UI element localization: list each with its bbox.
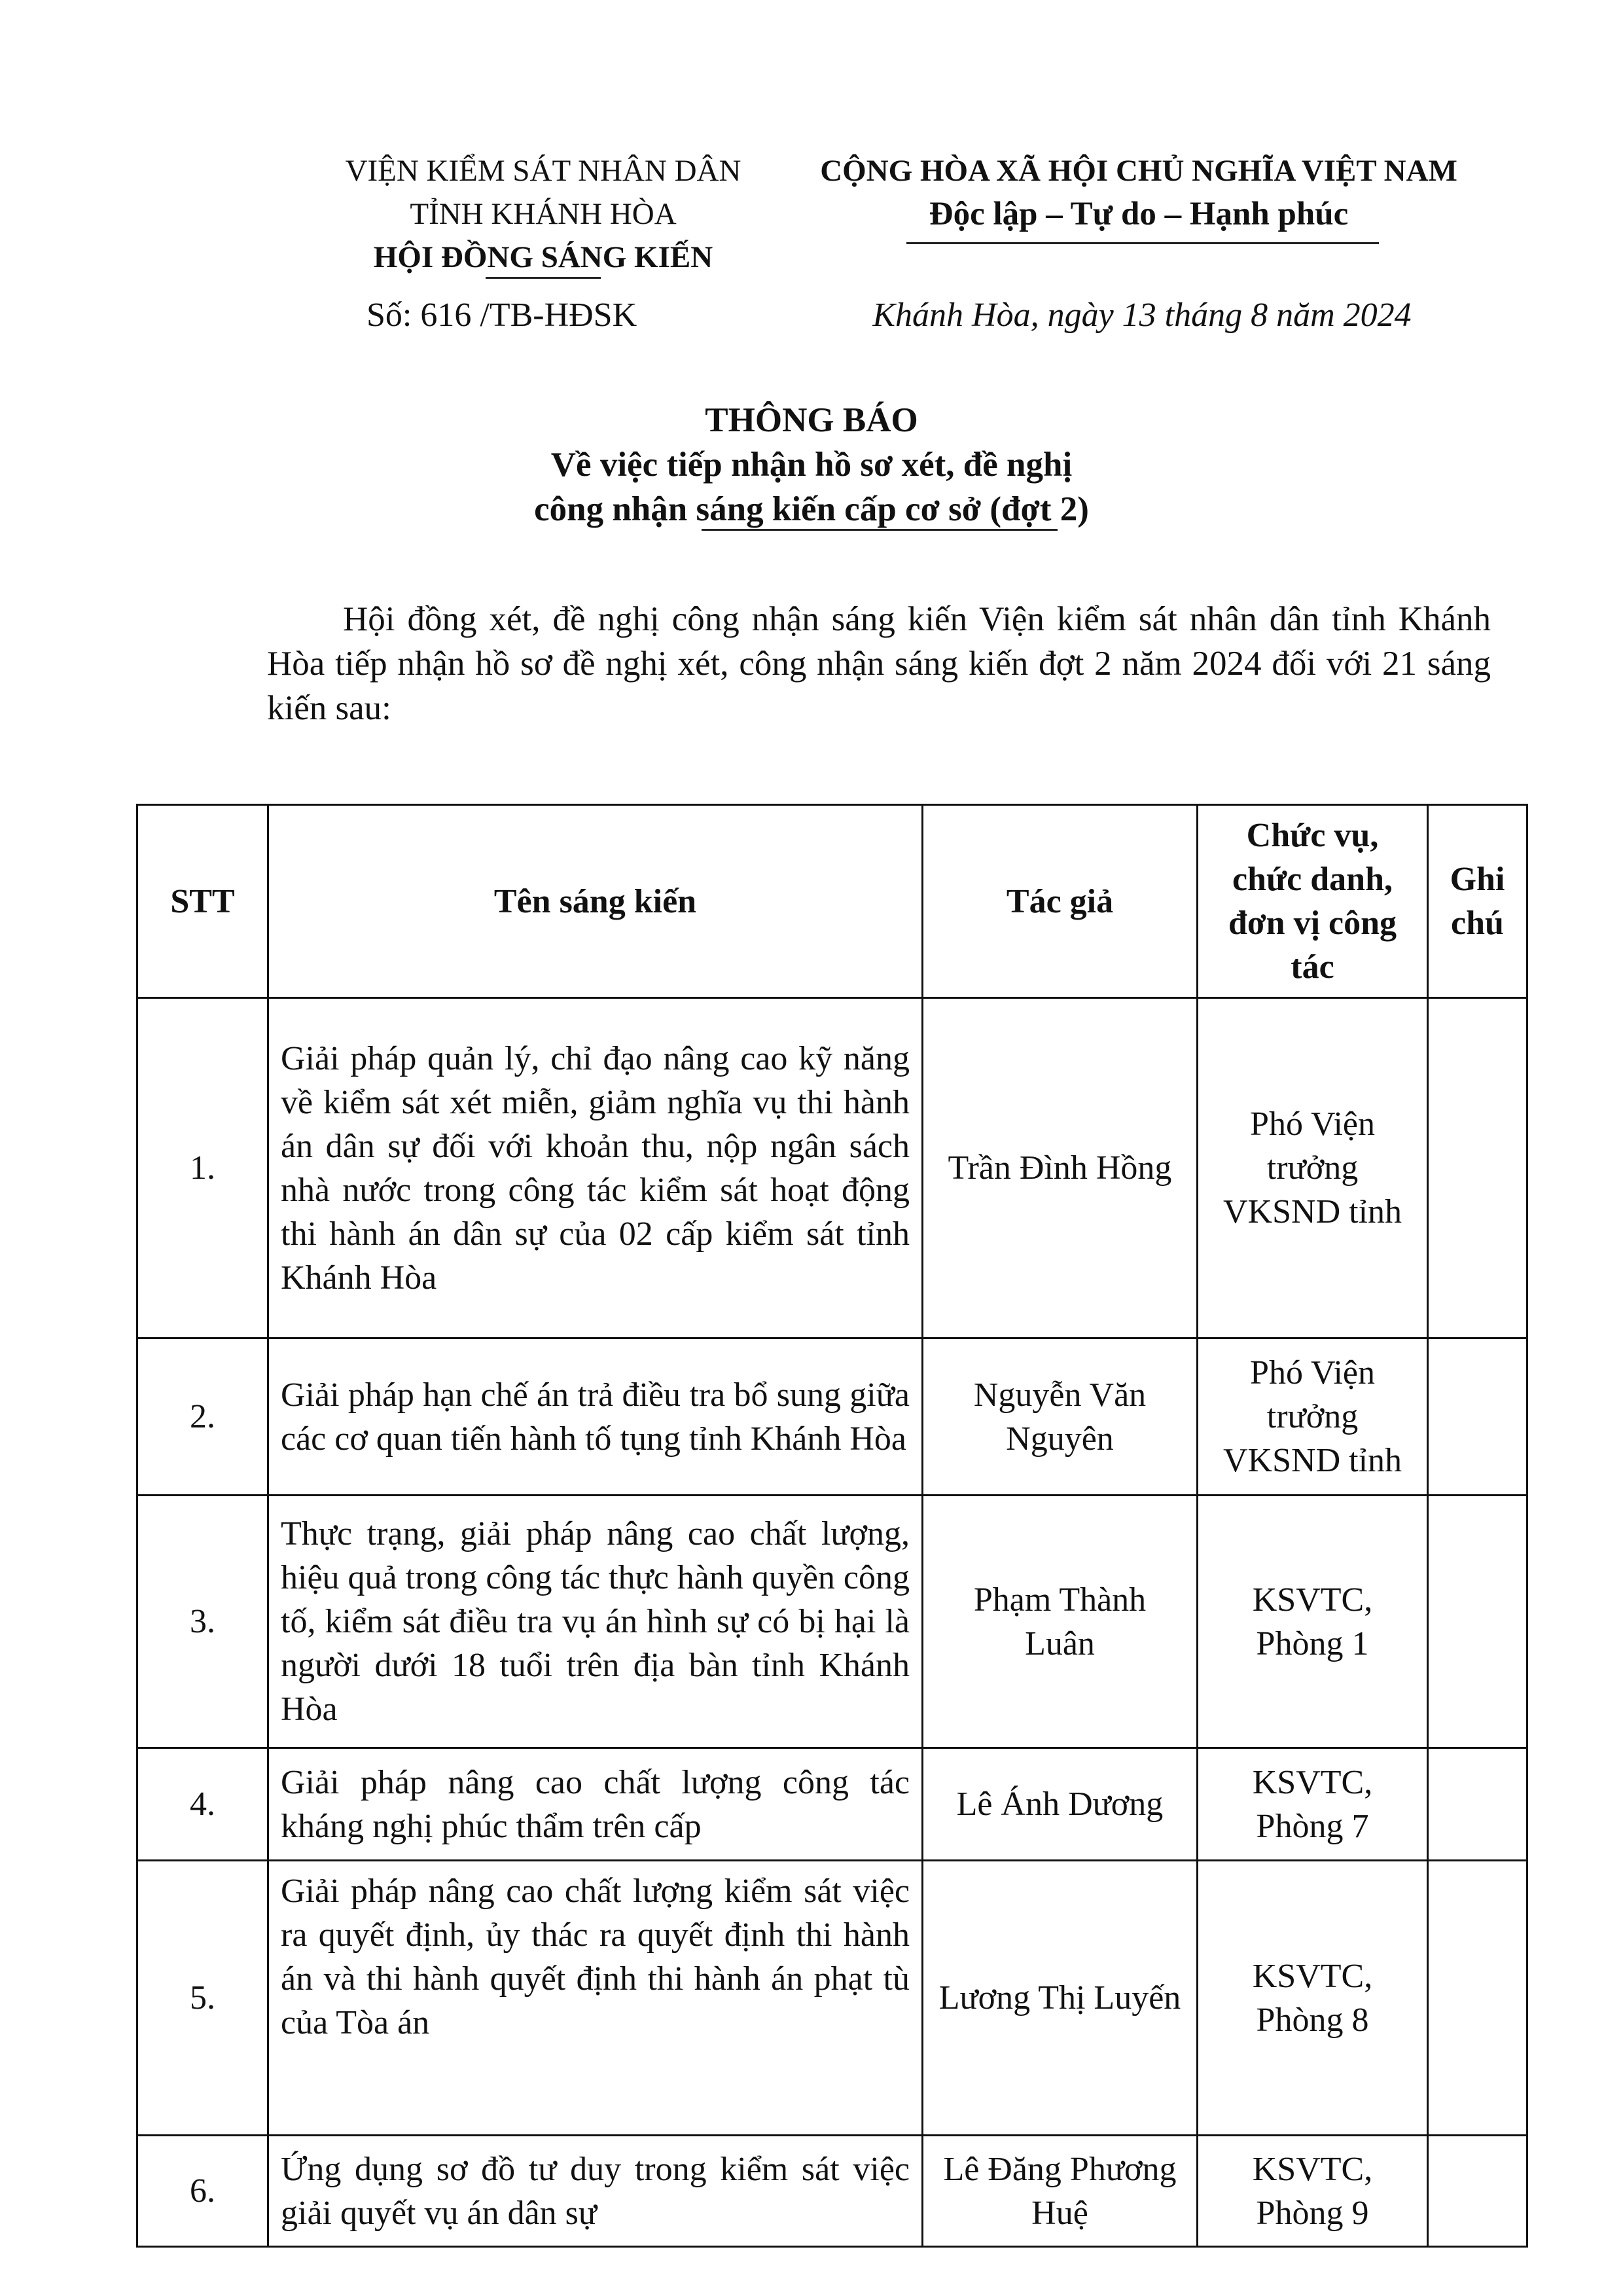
agency-underline — [486, 277, 601, 279]
national-motto-block — [805, 149, 1472, 236]
row-note — [1428, 998, 1527, 1338]
row-note — [1428, 1338, 1527, 1496]
row-position: KSVTC, Phòng 9 — [1198, 2136, 1428, 2247]
row-name: Thực trạng, giải pháp nâng cao chất lượng, hiệu quả trong công tác thực hành quyền công tố, kiểm sát điều tra vụ án hình sự có bị hại là người dưới 18 tuổi trên địa bàn tỉnh Khánh Hòa — [268, 1496, 923, 1748]
country-name: CỘNG HÒA XÃ HỘI CHỦ NGHĨA VIỆT NAM — [820, 154, 1457, 188]
date-line: Khánh Hòa, ngày 13 tháng 8 năm 2024 — [872, 296, 1412, 334]
row-stt: 4. — [137, 1748, 268, 1861]
row-position: Phó Viện trưởng VKSND tỉnh — [1198, 998, 1428, 1338]
table-header-row — [137, 805, 1527, 998]
innovation-table — [136, 804, 1528, 2248]
motto-underline — [906, 242, 1379, 244]
row-name: Giải pháp hạn chế án trả điều tra bổ sung giữa các cơ quan tiến hành tố tụng tỉnh Khánh Hòa — [268, 1338, 923, 1496]
document-number: Số: 616 /TB-HĐSK — [366, 296, 637, 334]
row-note — [1428, 1748, 1527, 1861]
row-stt: 5. — [137, 1861, 268, 2136]
row-stt: 3. — [137, 1496, 268, 1748]
row-position: Phó Viện trưởng VKSND tỉnh — [1198, 1338, 1428, 1496]
header-note: Ghi chú — [1428, 805, 1527, 998]
issuing-agency-block — [288, 149, 798, 279]
row-author: Trần Đình Hồng — [923, 998, 1198, 1338]
intro-paragraph — [267, 597, 1491, 730]
row-author: Lê Đăng Phương Huệ — [923, 2136, 1198, 2247]
table-row — [137, 1861, 1527, 2136]
row-name: Giải pháp nâng cao chất lượng công tác kháng nghị phúc thẩm trên cấp — [268, 1748, 923, 1861]
row-note — [1428, 1861, 1527, 2136]
intro-text: Hội đồng xét, đề nghị công nhận sáng kiến Viện kiểm sát nhân dân tỉnh Khánh Hòa tiếp nhận hồ sơ đề nghị xét, công nhận sáng kiến đợt 2 năm 2024 đối với 21 sáng kiến sau: — [267, 600, 1491, 727]
title-underline — [702, 529, 1058, 531]
header-stt: STT — [137, 805, 268, 998]
row-author: Lương Thị Luyến — [923, 1861, 1198, 2136]
row-note — [1428, 2136, 1527, 2247]
table-row — [137, 1496, 1527, 1748]
row-name: Giải pháp nâng cao chất lượng kiểm sát việc ra quyết định, ủy thác ra quyết định thi hành án và thi hành quyết định thi hành án phạt tù của Tòa án — [268, 1861, 923, 2136]
document-title-block — [262, 398, 1361, 531]
header-name: Tên sáng kiến — [268, 805, 923, 998]
row-stt: 6. — [137, 2136, 268, 2247]
row-position: KSVTC, Phòng 7 — [1198, 1748, 1428, 1861]
row-name: Ứng dụng sơ đồ tư duy trong kiểm sát việc giải quyết vụ án dân sự — [268, 2136, 923, 2247]
table-row — [137, 998, 1527, 1338]
document-subject-line1: Về việc tiếp nhận hồ sơ xét, đề nghị — [550, 446, 1073, 484]
motto: Độc lập – Tự do – Hạnh phúc — [929, 196, 1349, 232]
row-name: Giải pháp quản lý, chỉ đạo nâng cao kỹ năng về kiểm sát xét miễn, giảm nghĩa vụ thi hành án dân sự đối với khoản thu, nộp ngân sách nhà nước trong công tác kiểm sát hoạt động thi hành án dân sự của 02 cấp kiểm sát tỉnh Khánh Hòa — [268, 998, 923, 1338]
row-position: KSVTC, Phòng 1 — [1198, 1496, 1428, 1748]
row-author: Nguyễn Văn Nguyên — [923, 1338, 1198, 1496]
document-type: THÔNG BÁO — [705, 401, 918, 439]
table-row — [137, 1748, 1527, 1861]
agency-name: VIỆN KIỂM SÁT NHÂN DÂN — [345, 154, 741, 188]
agency-province: TỈNH KHÁNH HÒA — [410, 197, 677, 231]
header-position: Chức vụ, chức danh, đơn vị công tác — [1198, 805, 1428, 998]
row-author: Phạm Thành Luân — [923, 1496, 1198, 1748]
row-note — [1428, 1496, 1527, 1748]
row-stt: 1. — [137, 998, 268, 1338]
document-subject-line2: công nhận sáng kiến cấp cơ sở (đợt 2) — [534, 490, 1089, 528]
row-position: KSVTC, Phòng 8 — [1198, 1861, 1428, 2136]
council-name: HỘI ĐỒNG SÁNG KIẾN — [373, 240, 713, 274]
row-author: Lê Ánh Dương — [923, 1748, 1198, 1861]
table-row — [137, 1338, 1527, 1496]
header-author: Tác giả — [923, 805, 1198, 998]
table-row — [137, 2136, 1527, 2247]
row-stt: 2. — [137, 1338, 268, 1496]
